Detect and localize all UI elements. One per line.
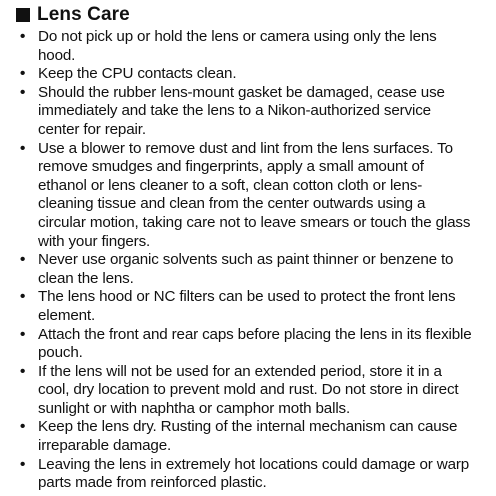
list-item-text: Never use organic solvents such as paint thinner or benzene to clean the lens. <box>38 251 454 287</box>
list-item-text: Leaving the lens in extremely hot locations could damage or warp parts made from reinforced plastic. <box>38 455 470 492</box>
bullet: • <box>20 288 26 306</box>
list-item-text: If the lens will not be used for an extended period, store it in a cool, dry location to prevent mold and rust. Do not store in direct sunlight or with naphtha or camphor moth balls. <box>38 362 459 417</box>
list-item <box>16 84 474 140</box>
list-item <box>16 456 474 493</box>
section-title: Lens Care <box>37 4 130 25</box>
list-item-text: Keep the CPU contacts clean. <box>38 65 237 83</box>
bullet: • <box>20 325 26 343</box>
bullet: • <box>20 251 26 269</box>
list-item-text: Use a blower to remove dust and lint from the lens surfaces. To remove smudges and fingerprints, apply a small amount of ethanol or lens cleaner to a soft, clean cotton cloth or lens-cleaning tissue and clean from the center outwards using a circular motion, taking care not to leave smears or touch the glass with your fingers. <box>38 139 471 250</box>
list-item-text: The lens hood or NC filters can be used to protect the front lens element. <box>38 288 456 324</box>
list-item <box>16 140 474 252</box>
list-item-text: Should the rubber lens-mount gasket be damaged, cease use immediately and take the lens to a Nikon-authorized service center for repair. <box>38 83 445 138</box>
list-item <box>16 288 474 325</box>
list-item-text: Attach the front and rear caps before placing the lens in its flexible pouch. <box>38 325 472 362</box>
bullet: • <box>20 362 26 380</box>
list-item <box>16 28 474 65</box>
bullet: • <box>20 83 26 101</box>
list-item-text: Do not pick up or hold the lens or camera using only the lens hood. <box>38 28 437 64</box>
bullet: • <box>20 139 26 157</box>
heading-square-marker <box>16 8 30 22</box>
bullet: • <box>20 28 26 45</box>
list-item <box>16 363 474 419</box>
list-item <box>16 326 474 363</box>
bullet: • <box>20 65 26 83</box>
list-item-text: Keep the lens dry. Rusting of the internal mechanism can cause irreparable damage. <box>38 418 458 455</box>
bullet: • <box>20 455 26 473</box>
lens-care-list <box>16 28 474 493</box>
list-item <box>16 65 474 84</box>
list-item <box>16 418 474 455</box>
list-item <box>16 251 474 288</box>
section-heading <box>16 3 474 27</box>
bullet: • <box>20 418 26 436</box>
